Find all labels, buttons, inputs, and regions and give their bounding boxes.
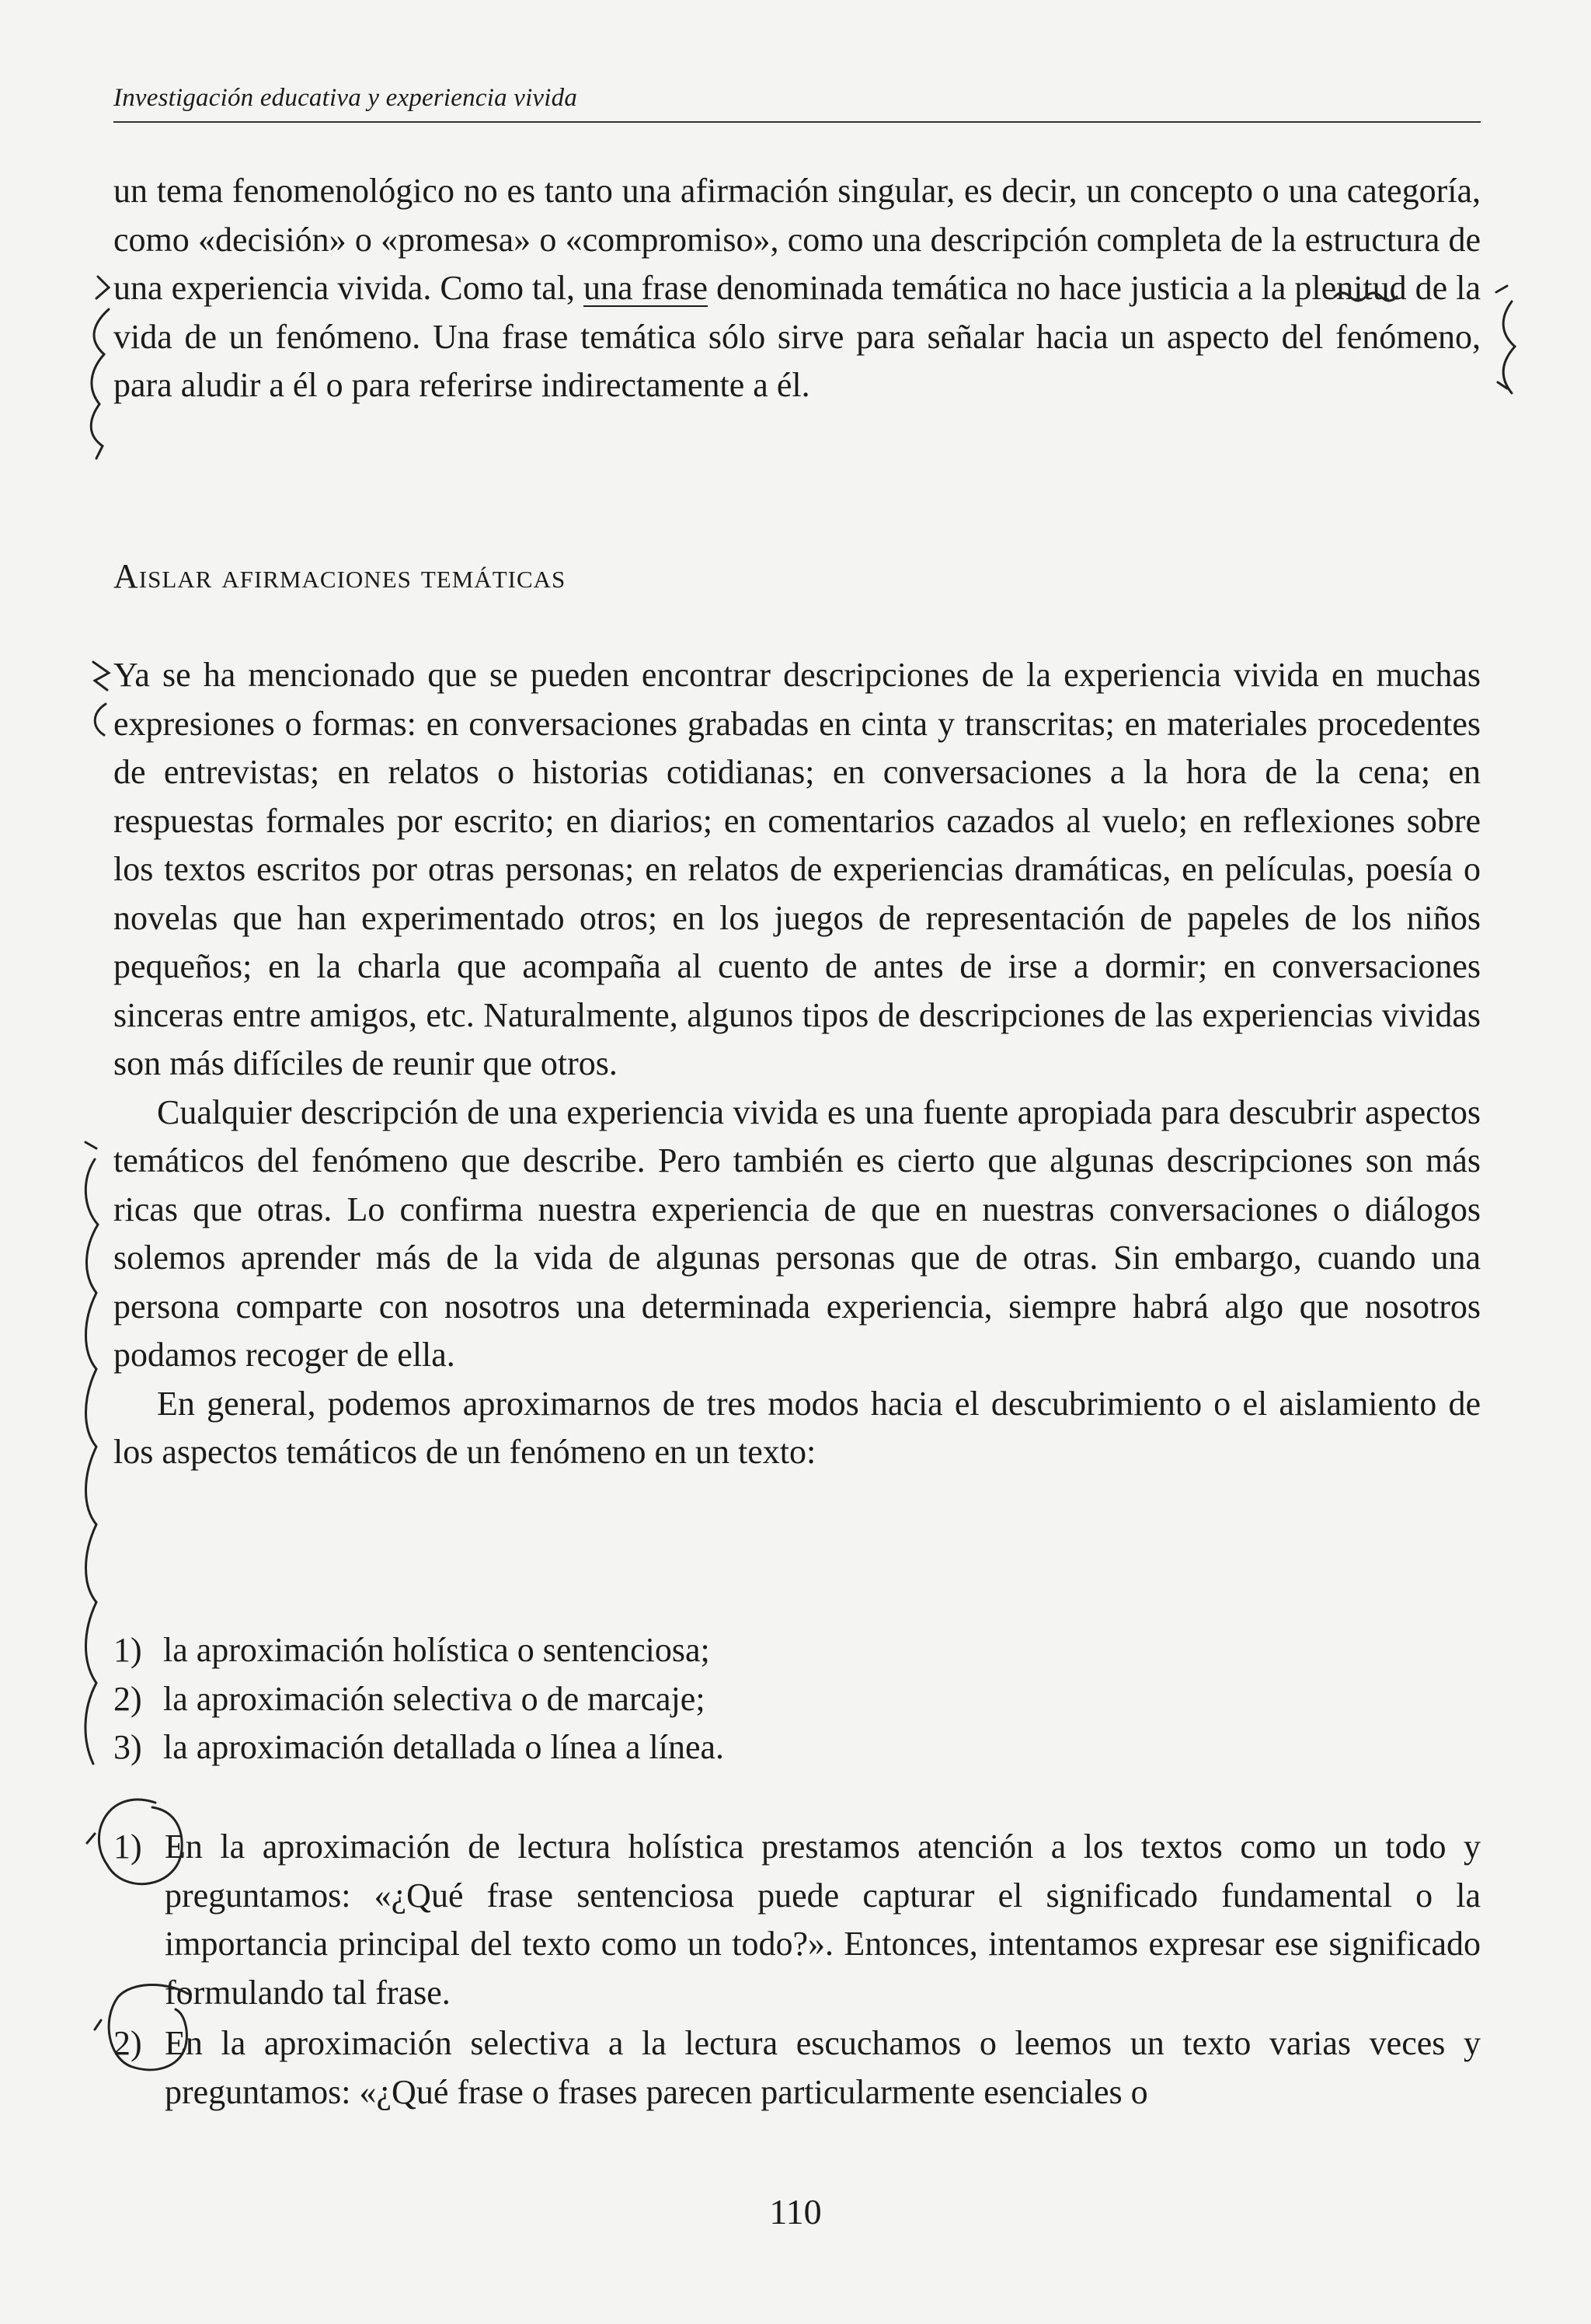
- running-header: Investigación educativa y experiencia vivida: [113, 84, 578, 112]
- intro-paragraph: [113, 167, 1481, 410]
- paragraph-2: Cualquier descripción de una experiencia vivida es una fuente apropiada para descubrir aspectos temáticos del fenómeno que describe. Pero también es cierto que algunas descripciones son más ricas que otras. Lo confirma nuestra experiencia de que en nuestras conversaciones o diálogos solemos aprender más de la vida de algunas personas que de otras. Sin embargo, cuando una persona comparte con nosotros una determinada experiencia, siempre habrá algo que nosotros podamos recoger de ella.: [113, 1092, 1481, 1374]
- paragraph-number: 1): [113, 1827, 142, 1866]
- margin-wavy-line: [85, 1142, 98, 1764]
- approaches-list: [113, 1626, 724, 1772]
- header-rule: [113, 121, 1481, 123]
- paragraph-3: En general, podemos aproximarnos de tres modos hacia el descubrimiento o el aislamiento de los aspectos temáticos de un fenómeno en un texto:: [113, 1384, 1481, 1471]
- margin-brace-section: [93, 662, 109, 735]
- list-item-number: 3): [113, 1728, 142, 1766]
- section-body: [113, 651, 1481, 1477]
- section-heading: Aislar afirmaciones temáticas: [113, 557, 566, 595]
- list-item: [113, 1723, 724, 1772]
- margin-brace-intro: [91, 277, 109, 458]
- list-item-text: la aproximación selectiva o de marcaje;: [163, 1679, 705, 1718]
- list-item: [113, 1626, 724, 1675]
- numbered-paragraph-1: [113, 1823, 1481, 2017]
- list-item-number: 2): [113, 1679, 142, 1718]
- numbered-paragraph-text: En la aproximación de lectura holística prestamos atención a los textos como un todo y preguntamos: «¿Qué frase sentenciosa puede capturar el significado fundamental o la importancia principal del texto como un todo?». Entonces, intentamos expresar ese significado formulando tal frase.: [165, 1827, 1481, 2012]
- margin-brace-right: [1496, 286, 1515, 393]
- list-item-number: 1): [113, 1631, 142, 1669]
- intro-text: [113, 167, 1481, 410]
- intro-text-after: denominada temática no hace justicia a la plenitud de la vida de un fenómeno. Una frase temática sólo sirve para señalar hacia un aspecto del fenómeno, para aludir a él o para referirse indirectamente a él.: [113, 269, 1481, 404]
- list-item: [113, 1675, 724, 1724]
- numbered-paragraph-text: En la aproximación selectiva a la lectura escuchamos o leemos un texto varias veces y preguntamos: «¿Qué frase o frases parecen particularmente esenciales o: [165, 2024, 1481, 2111]
- paragraph-1: Ya se ha mencionado que se pueden encontrar descripciones de la experiencia vivida en muchas expresiones o formas: en conversaciones grabadas en cinta y transcritas; en materiales procedentes de entrevistas; en relatos o historias cotidianas; en conversaciones a la hora de la cena; en respuestas formales por escrito; en diarios; en comentarios cazados al vuelo; en reflexiones sobre los textos escritos por otras personas; en relatos de experiencias dramáticas, en películas, poesía o novelas que han experimentado otros; en los juegos de representación de papeles de los niños pequeños; en la charla que acompaña al cuento de antes de irse a dormir; en conversaciones sinceras entre amigos, etc. Naturalmente, algunos tipos de descripciones de las experiencias vividas son más difíciles de reunir que otros.: [113, 656, 1481, 1082]
- intro-text-before: un tema fenomenológico no es tanto una afirmación singular, es decir, un concepto o una categoría, como «decisión» o «promesa» o «compromiso», como una descripción completa de la estructura de una experiencia vivida. Como tal,: [113, 172, 1481, 307]
- paragraph-number: 2): [113, 2024, 142, 2062]
- list-item-text: la aproximación holística o sentenciosa;: [163, 1631, 710, 1669]
- numbered-paragraph-2: [113, 2019, 1481, 2117]
- underlined-phrase: una frase: [583, 269, 708, 307]
- page-number: 110: [769, 2192, 822, 2232]
- list-item-text: la aproximación detallada o línea a línea.: [163, 1728, 725, 1766]
